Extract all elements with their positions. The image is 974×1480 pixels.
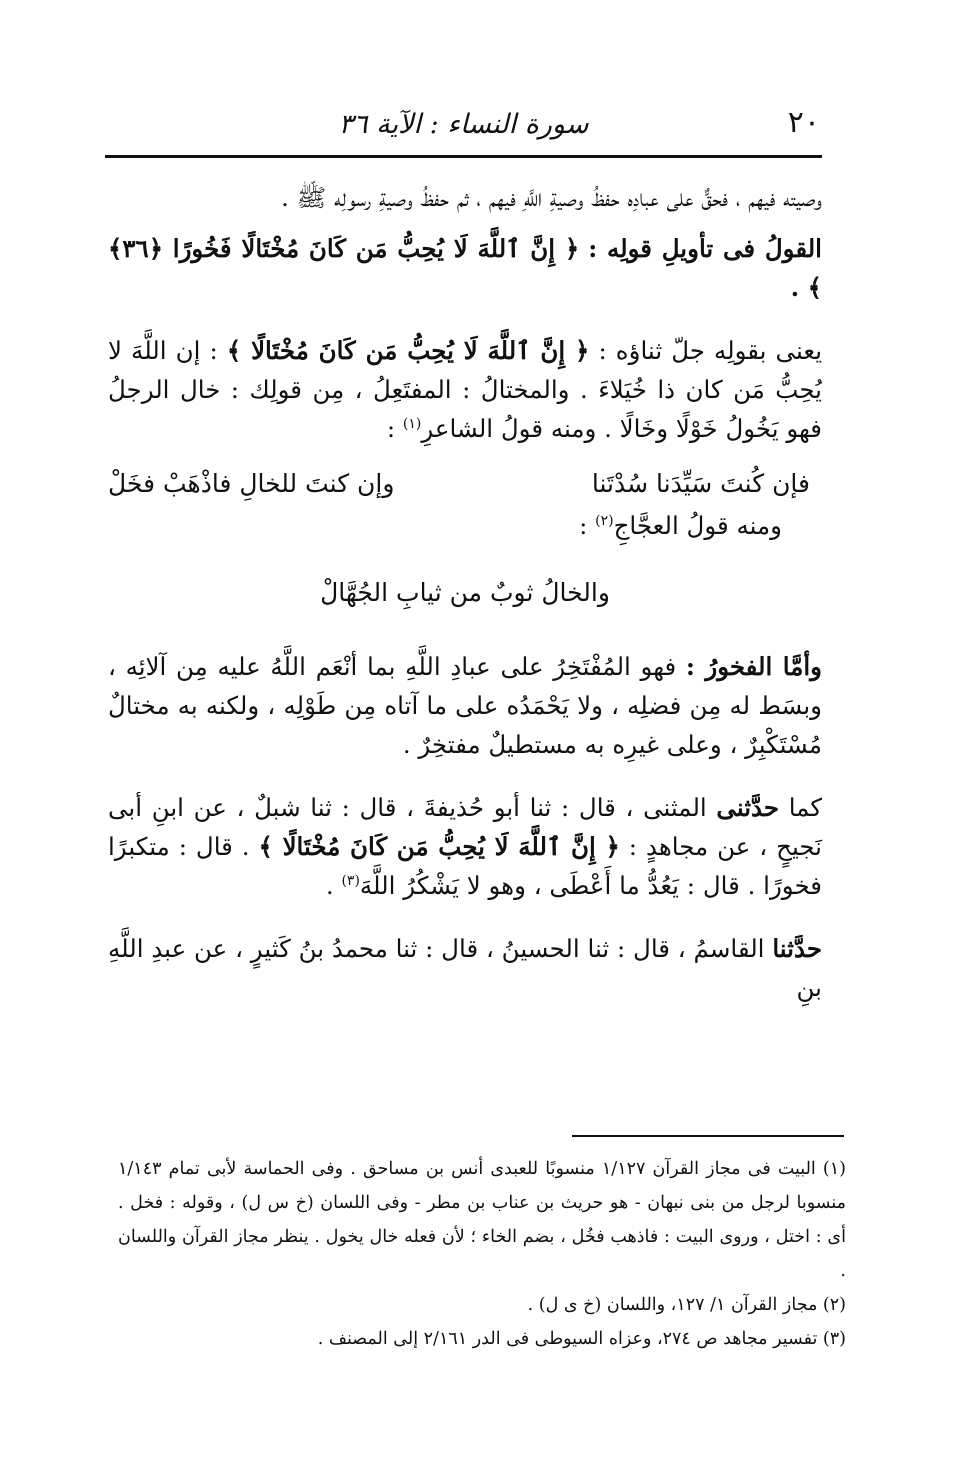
lead-word: حدَّثنى: [716, 793, 780, 822]
running-title: سورة النساء : الآية ٣٦: [338, 109, 589, 140]
footnote-ref-1: (١): [402, 415, 422, 432]
header-rule: [105, 155, 822, 158]
paragraph-5: [108, 647, 822, 764]
text-run: : إن اللَّهَ لا يُحِبُّ مَن كان ذا خُيَلاءَ . والمختالُ : المفتَعِلُ ، مِن قولِك : خال الرجلُ فهو يَخُولُ خَوْلًا وخَالًا . ومنه قولُ الشاعرِ: [108, 336, 822, 443]
footnote-ref-2: (٢): [595, 512, 614, 529]
section-heading: القولُ فى تأويلِ قولِه :: [588, 234, 822, 263]
poetry-verse: [108, 464, 822, 504]
paragraph-6: [108, 788, 822, 905]
paragraph-4: [108, 506, 782, 545]
page-number: ٢٠: [787, 105, 820, 140]
paragraph-1: وصيته فيهم ، فحقٌّ على عبادِه حفظُ وصيةِ اللَّهِ فيهم ، ثم حفظُ وصيةِ رسولِه ﷺ .: [281, 183, 822, 212]
text-run: فهو المُفْتَخِرُ على عبادِ اللَّهِ بما أنْعَم اللَّهُ عليه مِن آلائِه ، وبسَط له مِن فضلِه ، ولا يَحْمَدُه على ما آتاه مِن طَوْلِه ، ولكنه به مختالٌ مُسْتَكْبِرٌ ، وعلى غيرِه به مستطيلٌ مفتخِرٌ .: [108, 652, 822, 759]
text-run: القاسمُ ، قال : ثنا الحسينُ ، قال : ثنا محمدُ بنُ كَثيرٍ ، عن عبدِ اللَّهِ بنِ: [108, 934, 822, 1002]
footnote-2: (٢) مجاز القرآن ١/ ١٢٧، واللسان (خ ى ل) .: [527, 1295, 846, 1315]
page-header: [105, 100, 822, 158]
poetry-line: والخالُ ثوبٌ من ثيابِ الجُهَّالْ: [320, 578, 610, 607]
footnote-rule: [572, 1135, 844, 1137]
quran-verse: ﴿ إِنَّ ٱللَّهَ لَا يُحِبُّ مَن كَانَ مُخْتَالًا ﴾: [258, 832, 620, 861]
footnotes: [118, 1152, 846, 1356]
text-run: كما: [788, 793, 823, 822]
verse-hemistich-left: وإن كنتَ للخالِ فاذْهَبْ فخَلْ: [108, 469, 395, 498]
paragraph-2: [108, 229, 822, 307]
text-run: :: [386, 414, 403, 443]
text-run: يعنى بقولِه جلّ ثناؤه :: [598, 336, 823, 365]
text-run: .: [325, 871, 342, 900]
footnote-1: (١) البيت فى مجاز القرآن ١/١٢٧ منسوبًا للعبدى أنس بن مساحق . وفى الحماسة لأبى تمام ١/١٤٣ منسوبا لرجل من بنى نبهان - هو حريث بن عناب بن مطر - وفى اللسان (خ س ل) ، وقوله : فخل . أى : اختل ، وروى البيت : فاذهب فخُل ، بضم الخاء ؛ لأن فعله خال يخول . ينظر مجاز القرآن واللسان .: [118, 1159, 846, 1281]
text-run: ومنه قولُ العجَّاجِ: [613, 511, 782, 540]
main-text: [108, 178, 822, 1031]
quran-verse: ﴿ إِنَّ ٱللَّهَ لَا يُحِبُّ مَن كَانَ مُخْتَالًا ﴾: [226, 336, 590, 365]
lead-word: وأمَّا الفخورُ :: [685, 652, 822, 681]
footnote-3: (٣) تفسير مجاهد ص ٢٧٤، وعزاه السيوطى فى الدر ٢/١٦١ إلى المصنف .: [317, 1329, 846, 1349]
footnote-ref-3: (٣): [341, 872, 360, 889]
lead-word: حدَّثنا: [772, 934, 822, 963]
verse-hemistich-right: فإن كُنتَ سَيِّدَنا سُدْتَنا: [591, 469, 810, 498]
text-run: . قال : متكبرًا فخورًا . قال : يَعُدُّ ما أَعْطَى ، وهو لا يَشْكُرُ اللَّهَ: [108, 832, 822, 900]
paragraph-3: [108, 331, 822, 448]
text-run: المثنى ، قال : ثنا أبو حُذيفةَ ، قال : ثنا شبلٌ ، عن ابنِ أبى نَجيحٍ ، عن مجاهدٍ :: [108, 793, 822, 861]
paragraph-7: [108, 929, 822, 1007]
text-run: :: [579, 511, 596, 540]
quran-verse: ﴿ إِنَّ ٱللَّهَ لَا يُحِبُّ مَن كَانَ مُخْتَالًا فَخُورًا ﴿٣٦﴾ ﴾ .: [108, 234, 822, 302]
